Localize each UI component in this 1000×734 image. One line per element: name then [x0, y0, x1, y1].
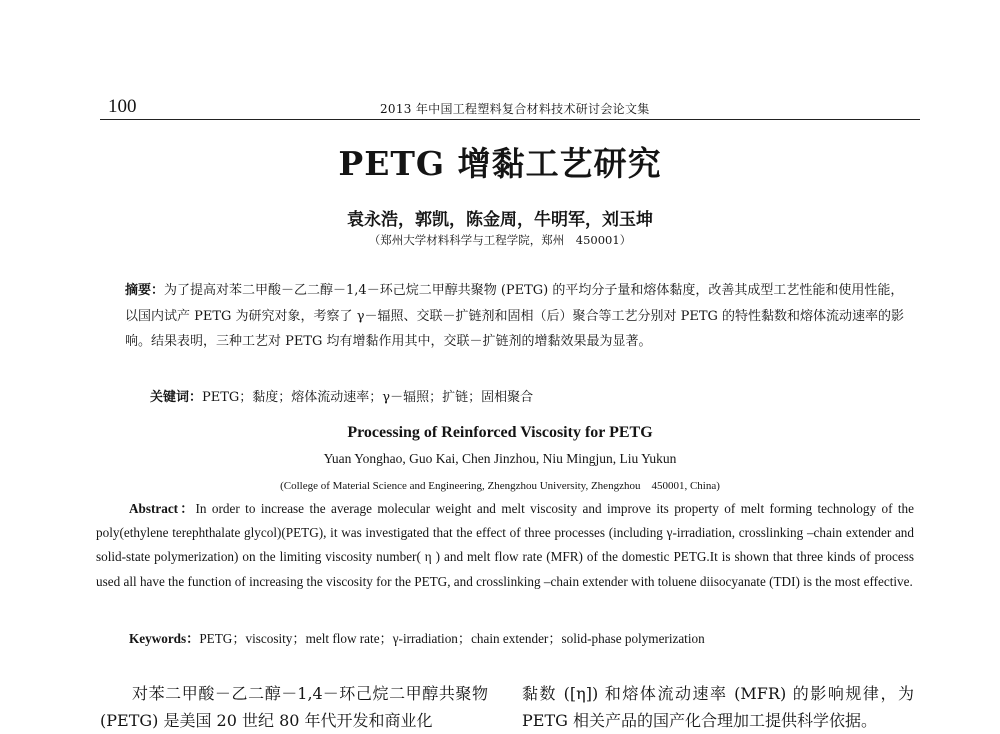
- english-keywords-text: PETG；viscosity；melt flow rate；γ-irradiation；chain extender；solid-phase polymerization: [199, 631, 705, 646]
- english-abstract-label: Abstract：: [129, 501, 196, 516]
- chinese-keywords-text: PETG；黏度；熔体流动速率；γ－辐照；扩链；固相聚合: [202, 390, 534, 405]
- author-list: 袁永浩，郭凯，陈金周，牛明军，刘玉坤: [347, 210, 653, 230]
- chinese-abstract-label: 摘要：: [125, 283, 165, 298]
- affiliation: （郑州大学材料科学与工程学院，郑州 450001）: [368, 233, 632, 247]
- english-abstract-text: In order to increase the average molecular weight and melt viscosity and improve its property of melt forming technology of the poly(ethylene terephthalate glycol)(PETG), it was investigated that the effect of three processes (including γ-irradiation, crosslinking –chain extender and solid-state polymerization) on the limiting viscosity number( η ) and melt flow rate (MFR) of the domestic PETG.It is shown that three kinds of process used all have the function of increasing the viscosity for the PETG, and crosslinking –chain extender with toluene diisocyanate (TDI) is the most effective.: [96, 501, 915, 589]
- chinese-keywords: [150, 385, 910, 411]
- header-rule: [100, 119, 920, 120]
- body-column-left: 对苯二甲酸－乙二醇－1,4－环己烷二甲醇共聚物 (PETG) 是美国 20 世纪 80 年代开发和商业化: [100, 684, 488, 730]
- english-abstract: [96, 497, 914, 594]
- paper-title: PETG 增黏工艺研究: [338, 144, 662, 183]
- english-title: Processing of Reinforced Viscosity for PETG: [347, 424, 653, 441]
- chinese-abstract: [125, 278, 910, 355]
- english-author-list: Yuan Yonghao, Guo Kai, Chen Jinzhou, Niu Mingjun, Liu Yukun: [323, 451, 677, 466]
- english-keywords-label: Keywords：: [129, 631, 200, 646]
- english-keywords: [129, 627, 914, 651]
- chinese-keywords-label: 关键词：: [150, 390, 203, 405]
- page-number: 100: [108, 96, 137, 117]
- running-head: 2013 年中国工程塑料复合材料技术研讨会论文集: [380, 102, 650, 116]
- body-column-right: 黏数 ([η]) 和熔体流动速率 (MFR) 的影响规律，为 PETG 相关产品的国产化合理加工提供科学依据。: [522, 684, 914, 730]
- chinese-abstract-text: 为了提高对苯二甲酸－乙二醇－1,4－环己烷二甲醇共聚物 (PETG) 的平均分子量和熔体黏度，改善其成型工艺性能和使用性能，以国内试产 PETG 为研究对象，考察了 γ－辐照、交联－扩链剂和固相（后）聚合等工艺分别对 PETG 的特性黏数和熔体流动速率的影响。结果表明，三种工艺对 PETG 均有增黏作用其中，交联－扩链剂的增黏效果最为显著。: [125, 283, 905, 349]
- english-affiliation: (College of Material Science and Engineering, Zhengzhou University, Zhengzhou 450001, China): [280, 480, 720, 492]
